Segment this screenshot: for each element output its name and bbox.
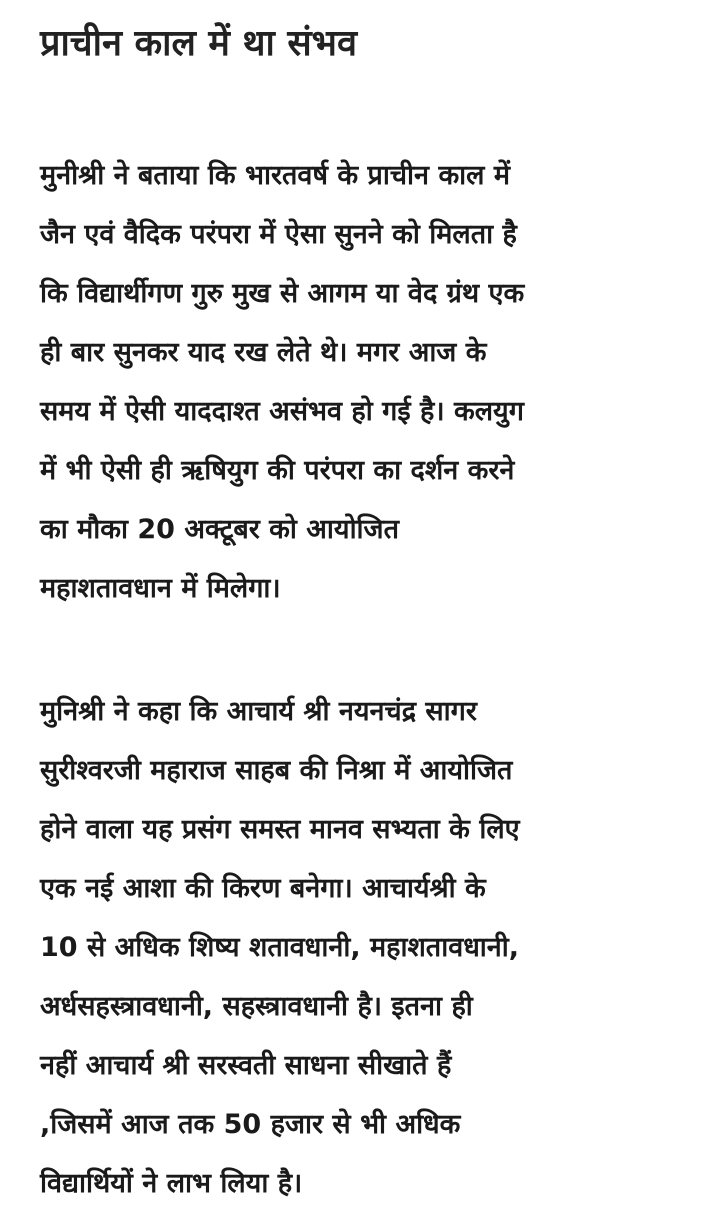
paragraph-line: एक नई आशा की किरण बनेगा। आचार्यश्री के [40,873,486,904]
paragraph-line: ,जिसमें आज तक 50 हजार से भी अधिक [40,1109,461,1140]
paragraph-2 [40,682,690,1213]
paragraph-line: 10 से अधिक शिष्य शतावधानी, महाशतावधानी, [40,932,520,963]
paragraph-line: महाशतावधान में मिलेगा। [40,573,281,604]
paragraph-line: मुनिश्री ने कहा कि आचार्य श्री नयनचंद्र सागर [40,696,477,727]
paragraph-line: विद्यार्थियों ने लाभ लिया है। [40,1168,303,1199]
paragraph-line: में भी ऐसी ही ऋषियुग की परंपरा का दर्शन करने [40,455,515,486]
paragraph-line: अर्धसहस्त्रावधानी, सहस्त्रावधानी है। इतना ही [40,991,473,1022]
paragraph-line: समय में ऐसी याददाश्त असंभव हो गई है। कलयुग [40,396,524,427]
paragraph-line: का मौका 20 अक्टूबर को आयोजित [40,514,399,545]
article [40,0,690,1213]
paragraph-line: नहीं आचार्य श्री सरस्वती साधना सीखाते हैं [40,1050,452,1081]
paragraph-line: कि विद्यार्थीगण गुरु मुख से आगम या वेद ग्रंथ एक [40,278,525,309]
paragraph-line: जैन एवं वैदिक परंपरा में ऐसा सुनने को मिलता है [40,219,517,250]
paragraph-line: मुनीश्री ने बताया कि भारतवर्ष के प्राचीन काल में [40,160,511,191]
paragraph-line: ही बार सुनकर याद रख लेते थे। मगर आज के [40,337,487,368]
paragraph-line: होने वाला यह प्रसंग समस्त मानव सभ्यता के लिए [40,814,520,845]
article-heading: प्राचीन काल में था संभव [40,23,358,64]
paragraph-line: सुरीश्वरजी महाराज साहब की निश्रा में आयोजित [40,755,513,786]
paragraph-1 [40,146,690,618]
